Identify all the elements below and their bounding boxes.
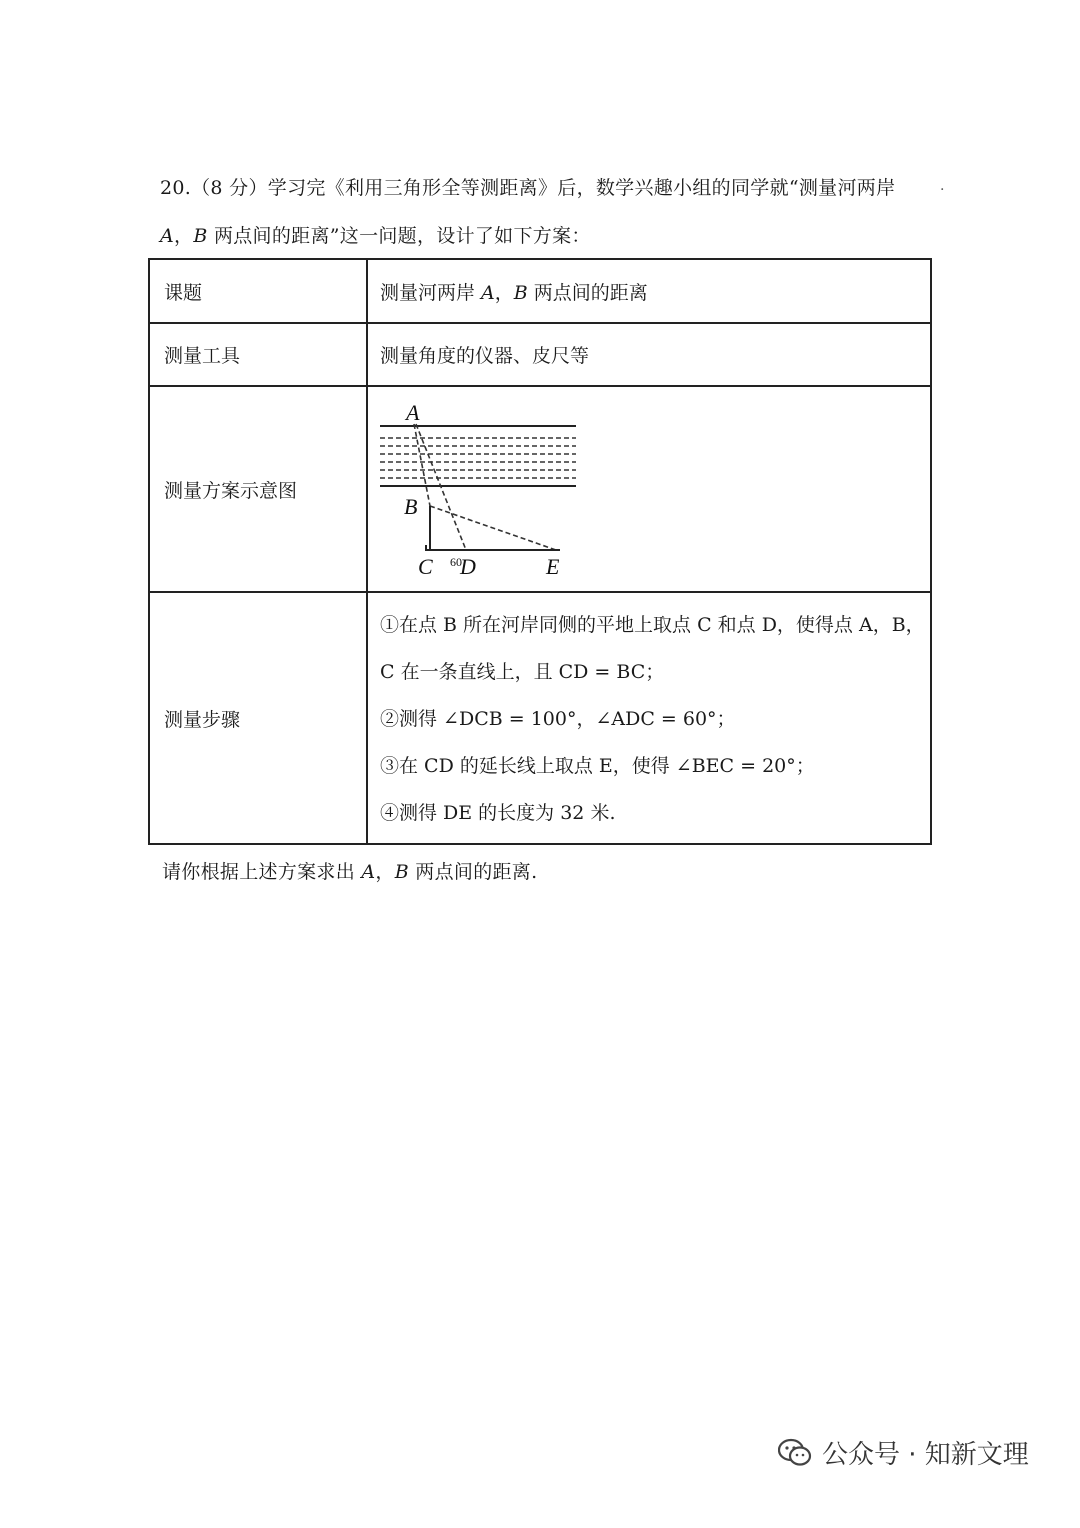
label-point-d: D [460, 554, 476, 579]
label-point-a: A [406, 400, 420, 425]
question-number: 20. [160, 177, 192, 199]
watermark-text: 公众号 · 知新文理 [822, 1440, 1029, 1470]
question-line-1 [160, 173, 895, 200]
row-content-tools: 测量角度的仪器、皮尺等 [367, 323, 931, 386]
table-row-topic [149, 259, 931, 323]
prompt-text: 请你根据上述方案求出 [162, 861, 362, 883]
question-score: （8 分） [191, 177, 268, 199]
prompt-comma: ， [375, 861, 395, 883]
row-content-diagram [367, 386, 931, 592]
steps-list [380, 594, 930, 843]
point-b-ref: B [193, 225, 208, 247]
topic-text-end: 两点间的距离 [527, 281, 648, 304]
question-line-2 [160, 221, 591, 248]
prompt-point-b: B [394, 861, 409, 883]
row-label-topic: 课题 [149, 259, 367, 323]
step-4: ④测得 DE 的长度为 32 米. [380, 801, 616, 824]
topic-comma: ， [494, 281, 514, 304]
row-content-topic [367, 259, 931, 323]
prompt-text-end: 两点间的距离. [408, 861, 538, 883]
question-line-2-text: 两点间的距离”这一问题，设计了如下方案： [207, 225, 591, 247]
segment-be [430, 506, 556, 550]
label-angle-60: 60 [450, 555, 462, 569]
table-row-steps [149, 592, 931, 844]
row-content-steps [367, 592, 931, 844]
step-3: ③在 CD 的延长线上取点 E，使得 ∠BEC = 20°； [380, 754, 815, 777]
row-label-steps: 测量步骤 [149, 592, 367, 844]
edge-mark: . [940, 178, 945, 194]
label-point-c: C [418, 554, 433, 579]
point-a-ref: A [160, 225, 175, 247]
question-intro: 学习完《利用三角形全等测距离》后，数学兴趣小组的同学就“测量河两岸 [267, 177, 896, 199]
step-1-cont: C 在一条直线上，且 CD = BC； [380, 660, 665, 683]
table-row-diagram [149, 386, 931, 592]
wechat-icon [778, 1438, 812, 1468]
survey-diagram [380, 394, 610, 584]
plan-table [148, 258, 932, 845]
comma: ， [174, 225, 194, 247]
step-1: ①在点 B 所在河岸同侧的平地上取点 C 和点 D，使得点 A，B， [380, 613, 925, 636]
table-row-tools [149, 323, 931, 386]
watermark [778, 1434, 1029, 1471]
topic-text: 测量河两岸 [380, 281, 482, 304]
topic-point-b: B [513, 281, 528, 304]
row-label-diagram: 测量方案示意图 [149, 386, 367, 592]
topic-point-a: A [481, 281, 495, 304]
row-label-tools: 测量工具 [149, 323, 367, 386]
prompt-point-a: A [361, 861, 376, 883]
label-point-e: E [546, 554, 560, 579]
question-prompt [162, 857, 537, 884]
label-point-b: B [404, 494, 418, 519]
step-2: ②测得 ∠DCB = 100°，∠ADC = 60°； [380, 707, 736, 730]
